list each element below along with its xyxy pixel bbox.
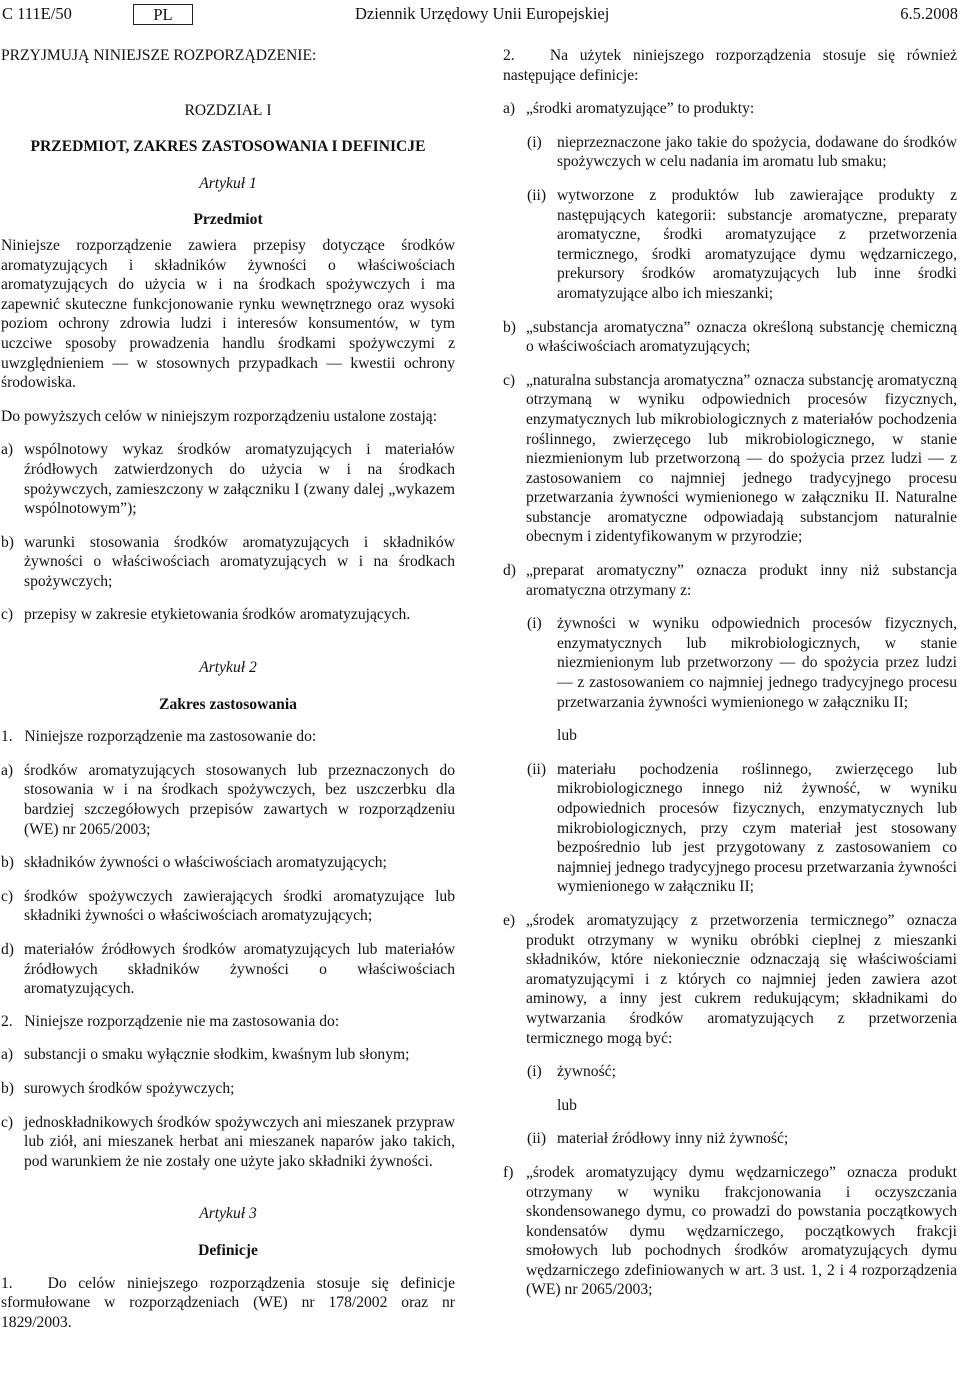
article-3-paragraph-1 bbox=[1, 1274, 455, 1333]
item-label: b) bbox=[1, 533, 14, 551]
list-item bbox=[1, 1079, 455, 1099]
item-label: d) bbox=[1, 941, 14, 958]
left-column bbox=[1, 46, 455, 1332]
article-2-paragraph-2 bbox=[1, 1012, 455, 1032]
item-text: „naturalna substancja aromatyczna” oznacza substancję aromatyczną otrzymaną w wyniku odpowiednich procesów fizycznych, enzymatycznych lub mikrobiologicznych z materiałów pochodzenia roślinnego, zwierzęcego lub mikrobiologicznego, w stanie niezmienionym lub przetworzoną — do spożycia przez ludzi — z zastosowaniem co najmniej jednego tradycyjnego procesu przetwarzania żywności wymienionego w załączniku II. Naturalne substancje aromatyczne odpowiadają substancjom naturalnie obecnym i zidentyfikowanym w przyrodzie; bbox=[526, 371, 957, 546]
sub-item-text: nieprzeznaczone jako takie do spożycia, dodawane do środków spożywczych w celu nadania im aromatu lub smaku; bbox=[557, 133, 957, 171]
paragraph-number: 2. bbox=[503, 47, 515, 64]
item-label: b) bbox=[503, 318, 516, 336]
sub-item-label: (i) bbox=[527, 1063, 542, 1081]
item-text: środków aromatyzujących stosowanych lub przeznaczonych do stosowania w i na środkach spożywczych, bez uszczerbku dla bardziej szczegółowych przepisów zawartych w rozporządzeniu (WE) nr 2065/2003; bbox=[24, 761, 455, 838]
paragraph-number: 1. bbox=[1, 728, 13, 746]
item-label: d) bbox=[503, 562, 516, 580]
sub-item-text: żywność; bbox=[557, 1063, 616, 1081]
article-1-title: Przedmiot bbox=[193, 211, 263, 229]
sub-item bbox=[527, 133, 957, 172]
article-1-paragraph: Niniejsze rozporządzenie zawiera przepisy dotyczące środków aromatyzujących i składników żywności o właściwościach aromatyzujących do użycia w i na środkach spożywczych i ma zapewnić skuteczne funkcjonowanie rynku wewnętrznego oraz wysoki poziom ochrony zdrowia ludzi i interesów konsumentów, w tym uczciwe sposoby prowadzenia handlu środkami spożywczymi z uwzględnieniem — w stosownych przypadkach — kwestii ochrony środowiska. bbox=[1, 236, 455, 392]
sub-item-label: (ii) bbox=[527, 186, 547, 204]
article-3-label: Artykuł 3 bbox=[199, 1205, 257, 1223]
definition-d bbox=[503, 561, 957, 600]
paragraph-text: Niniejsze rozporządzenie nie ma zastosowania do: bbox=[24, 1012, 340, 1030]
sub-item bbox=[527, 760, 957, 897]
sub-item-label: (ii) bbox=[527, 760, 547, 778]
chapter-label: ROZDZIAŁ I bbox=[184, 101, 272, 119]
paragraph-text: Niniejsze rozporządzenie ma zastosowanie do: bbox=[24, 728, 317, 746]
chapter-title: PRZEDMIOT, ZAKRES ZASTOSOWANIA I DEFINICJE bbox=[30, 138, 426, 156]
item-label: b) bbox=[1, 1079, 14, 1097]
item-text: „preparat aromatyczny” oznacza produkt inny niż substancja aromatyczna otrzymany z: bbox=[526, 562, 957, 599]
item-text: materiałów źródłowych środków aromatyzujących lub materiałów źródłowych składników żywności o właściwościach aromatyzujących. bbox=[24, 941, 455, 998]
sub-item bbox=[527, 186, 957, 304]
sub-item-label: (i) bbox=[527, 615, 542, 633]
adoption-formula: PRZYJMUJĄ NINIEJSZE ROZPORZĄDZENIE: bbox=[1, 47, 317, 64]
definition-c bbox=[503, 371, 957, 547]
definition-a bbox=[503, 99, 957, 119]
item-text: przepisy w zakresie etykietowania środków aromatyzujących. bbox=[24, 606, 411, 624]
sub-item-text: materiału pochodzenia roślinnego, zwierzęcego lub mikrobiologicznego innego niż żywność, w wyniku odpowiednich procesów fizycznych, enzymatycznych lub mikrobiologicznych, przy czym materiał jest stosowany bezpośrednio lub jest przygotowany z zastosowaniem co najmniej jednego tradycyjnego procesu przetwarzania żywności wymienionego w załączniku II; bbox=[557, 760, 957, 896]
sub-item bbox=[527, 1129, 957, 1149]
item-label: e) bbox=[503, 911, 516, 929]
item-text: jednoskładnikowych środków spożywczych ani mieszanek przypraw lub ziół, ani mieszanek herbat ani mieszanek naparów jako takich, pod warunkiem że nie zostały one użyte jako składniki żywności. bbox=[24, 1113, 455, 1170]
sub-item-text: wytworzone z produktów lub zawierające produkty z następujących kategorii: substancje aromatyczne, preparaty aromatyczne, środki aromatyzujące z przetworzenia termicznego, środki aromatyzujące dymu wędzarniczego, prekursory środków aromatyzujących lub inne środki aromatyzujące albo ich mieszanki; bbox=[557, 186, 957, 302]
list-item bbox=[1, 1045, 455, 1065]
item-text: składników żywności o właściwościach aromatyzujących; bbox=[24, 854, 387, 872]
paragraph-text: Na użytek niniejszego rozporządzenia stosuje się również następujące definicje: bbox=[503, 47, 958, 84]
item-text: środków spożywczych zawierających środki aromatyzujące lub składniki żywności o właściwościach aromatyzujących; bbox=[24, 887, 455, 925]
item-label: a) bbox=[1, 441, 14, 459]
definition-e bbox=[503, 911, 957, 1048]
list-item bbox=[1, 1113, 455, 1172]
item-label: c) bbox=[1, 606, 14, 624]
paragraph-number: 2. bbox=[1, 1012, 13, 1030]
item-text: substancji o smaku wyłącznie słodkim, kwaśnym lub słonym; bbox=[24, 1046, 410, 1064]
item-label: c) bbox=[503, 371, 516, 389]
list-item bbox=[1, 887, 455, 926]
sub-item-label: (i) bbox=[527, 133, 542, 151]
definition-f bbox=[503, 1163, 957, 1300]
list-item bbox=[1, 440, 455, 518]
definition-b bbox=[503, 318, 957, 357]
article-3-title: Definicje bbox=[198, 1241, 258, 1259]
item-label: b) bbox=[1, 854, 14, 872]
journal-reference: C 111E/50 bbox=[2, 4, 72, 23]
sub-item-text: żywności w wyniku odpowiednich procesów fizycznych, enzymatycznych lub mikrobiologicznych, w stanie niezmienionym lub przetworzony — do spożycia przez ludzi — z zastosowaniem co najmniej jednego tradycyjnego procesu przetwarzania żywności wymienionego w załączniku II; bbox=[557, 615, 957, 711]
sub-item bbox=[527, 614, 957, 712]
item-text: surowych środków spożywczych; bbox=[24, 1079, 235, 1097]
article-3-paragraph-2 bbox=[503, 46, 957, 85]
sub-item-connector: lub bbox=[557, 1096, 577, 1114]
journal-title: Dziennik Urzędowy Unii Europejskiej bbox=[355, 4, 610, 23]
item-label: a) bbox=[503, 100, 516, 118]
sub-item-label: (ii) bbox=[527, 1130, 547, 1148]
sub-item-text: materiał źródłowy inny niż żywność; bbox=[557, 1130, 789, 1148]
article-1-intro: Do powyższych celów w niniejszym rozporządzeniu ustalone zostają: bbox=[1, 407, 438, 425]
item-text: „substancja aromatyczna” oznacza określoną substancję chemiczną o właściwościach aromatyzujących; bbox=[526, 318, 957, 356]
list-item bbox=[1, 853, 455, 873]
item-label: c) bbox=[1, 1113, 14, 1131]
language-badge: PL bbox=[133, 4, 193, 25]
article-2-title: Zakres zastosowania bbox=[159, 695, 297, 713]
item-text: warunki stosowania środków aromatyzujących i składników żywności o właściwościach aromatyzujących w i na środkach spożywczych; bbox=[24, 533, 455, 590]
item-label: f) bbox=[503, 1163, 514, 1181]
publication-date: 6.5.2008 bbox=[900, 4, 958, 23]
article-2-paragraph-1 bbox=[1, 727, 455, 747]
item-text: „środki aromatyzujące” to produkty: bbox=[526, 100, 755, 118]
paragraph-text: Do celów niniejszego rozporządzenia stosuje się definicje sformułowane w rozporządzeniach (WE) nr 178/2002 oraz nr 1829/2003. bbox=[1, 1274, 455, 1331]
article-2-label: Artykuł 2 bbox=[199, 659, 257, 677]
page-header bbox=[0, 4, 960, 26]
list-item bbox=[1, 761, 455, 839]
item-text: wspólnotowy wykaz środków aromatyzujących i materiałów źródłowych zatwierdzonych do użycia w i na środkach spożywczych, zamieszczony w załączniku I (zwany dalej „wykazem wspólnotowym”); bbox=[24, 441, 455, 518]
list-item bbox=[1, 940, 455, 999]
right-column bbox=[503, 46, 957, 1300]
item-label: c) bbox=[1, 887, 14, 905]
item-text: „środek aromatyzujący dymu wędzarniczego” oznacza produkt otrzymany w wyniku frakcjonowania i oczyszczania skondensowanego dymu, co prowadzi do powstania początkowych kondensatów dymu wędzarniczego, początkowych frakcji smołowych lub pochodnych środków aromatyzujących dymu wędzarniczego zdefiniowanych w art. 3 ust. 1, 2 i 4 rozporządzenia (WE) nr 2065/2003; bbox=[526, 1163, 957, 1299]
item-label: a) bbox=[1, 761, 14, 779]
item-text: „środek aromatyzujący z przetworzenia termicznego” oznacza produkt otrzymany w wyniku obróbki cieplnej z mieszanki składników, które niekoniecznie odznaczają się właściwościami aromatyzującymi i z których co najmniej jeden zawiera azot aminowy, a inny jest cukrem redukującym; składnikami do wytwarzania środków aromatyzujących z przetworzenia termicznego mogą być: bbox=[526, 911, 957, 1047]
item-label: a) bbox=[1, 1046, 14, 1064]
sub-item-connector: lub bbox=[557, 727, 577, 745]
paragraph-number: 1. bbox=[1, 1274, 13, 1292]
list-item bbox=[1, 605, 455, 625]
list-item bbox=[1, 533, 455, 592]
sub-item bbox=[527, 1062, 957, 1082]
article-1-label: Artykuł 1 bbox=[199, 174, 257, 192]
